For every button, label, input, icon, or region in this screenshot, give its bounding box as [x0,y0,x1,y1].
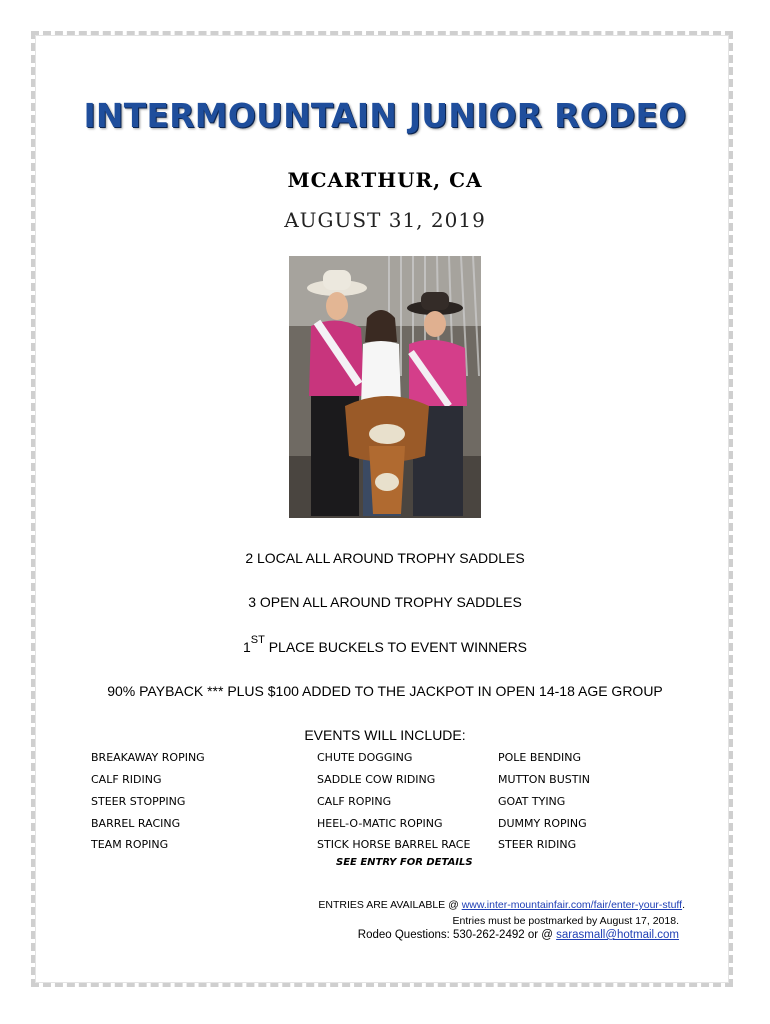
buckles-text: PLACE BUCKELS TO EVENT WINNERS [264,639,528,655]
postmark-deadline: Entries must be postmarked by August 17, 2018. [452,915,679,927]
questions-line [358,929,679,941]
events-heading: EVENTS WILL INCLUDE: [304,727,466,743]
event-title: INTERMOUNTAIN JUNIOR RODEO [83,96,687,135]
open-saddles-text: 3 OPEN ALL AROUND TROPHY SADDLES [248,594,522,610]
event-item: STICK HORSE BARREL RACE [317,838,471,851]
event-item: HEEL-O-MATIC ROPING [317,817,443,830]
local-saddles-text: 2 LOCAL ALL AROUND TROPHY SADDLES [245,550,525,566]
event-item: GOAT TYING [498,795,566,808]
see-entry-note: SEE ENTRY FOR DETAILS [336,857,473,868]
event-item: POLE BENDING [498,751,582,764]
entries-link[interactable]: www.inter-mountainfair.com/fair/enter-your-stuff [461,899,683,911]
questions-prefix: Rodeo Questions: 530-262-2492 or @ [357,929,557,941]
event-item: TEAM ROPING [91,838,169,851]
event-item: CALF ROPING [317,795,392,808]
buckles-superscript: ST [250,634,265,646]
entries-suffix: . [682,899,685,911]
event-item: MUTTON BUSTIN [498,773,590,786]
event-item: BREAKAWAY ROPING [91,751,205,764]
event-date: AUGUST 31, 2019 [284,208,486,232]
event-item: CHUTE DOGGING [317,751,413,764]
event-item: BARREL RACING [91,817,181,830]
event-location: MCARTHUR, CA [287,168,483,192]
payback-text: 90% PAYBACK *** PLUS $100 ADDED TO THE JACKPOT IN OPEN 14-18 AGE GROUP [107,683,663,699]
event-item: STEER RIDING [498,838,577,851]
event-item: CALF RIDING [91,773,162,786]
entries-line [318,899,685,911]
buckles-line [0,634,770,655]
buckles-number: 1 [242,639,251,655]
entries-prefix: ENTRIES ARE AVAILABLE @ [318,899,462,911]
event-item: SADDLE COW RIDING [317,773,436,786]
event-item: STEER STOPPING [91,795,186,808]
contact-email-link[interactable]: sarasmall@hotmail.com [556,929,679,941]
rodeo-queens-photo [289,256,481,518]
event-item: DUMMY ROPING [498,817,587,830]
